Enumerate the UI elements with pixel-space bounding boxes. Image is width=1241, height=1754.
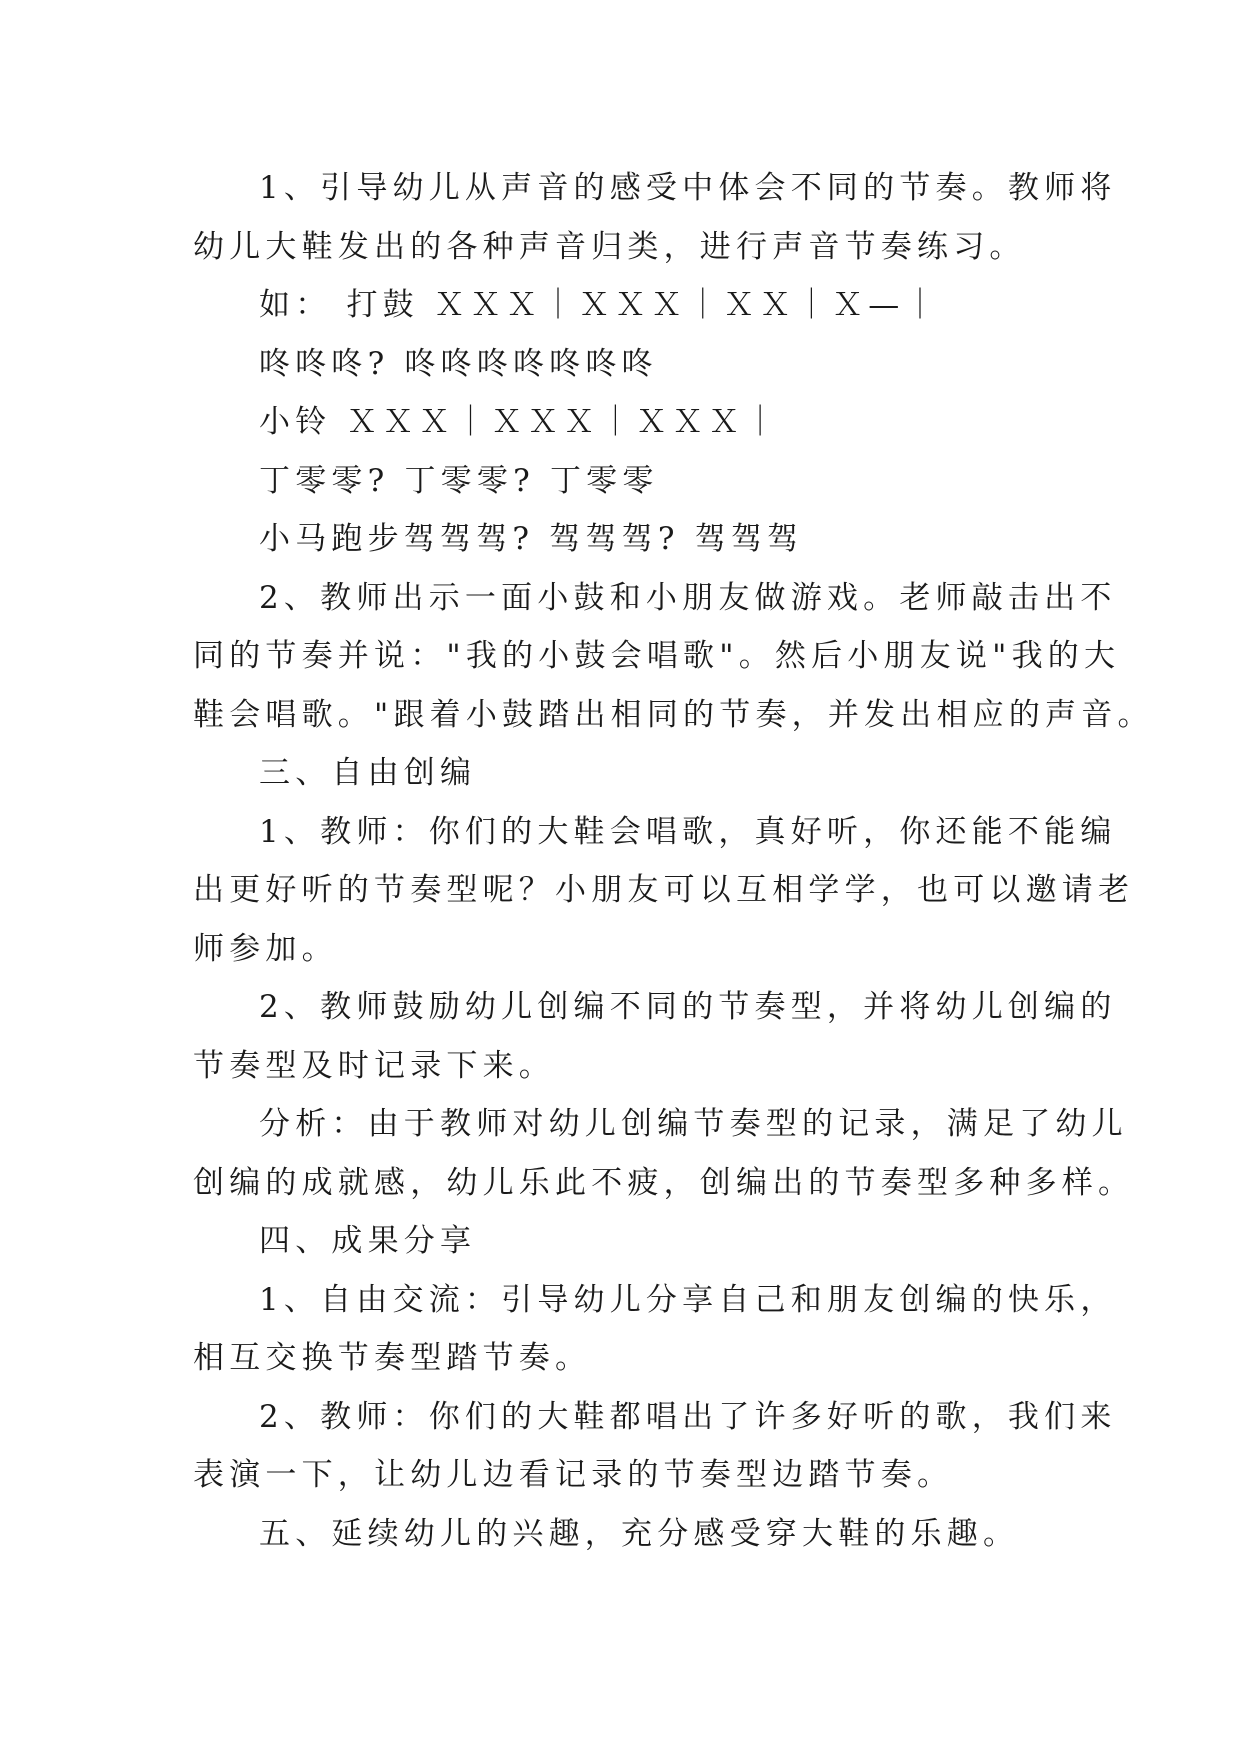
text-line: 创编的成就感，幼儿乐此不疲，创编出的节奏型多种多样。	[193, 1164, 1135, 1201]
text-line: 1、教师：你们的大鞋会唱歌，真好听，你还能不能编	[259, 813, 1117, 850]
text-line: 1、自由交流：引导幼儿分享自己和朋友创编的快乐，	[259, 1281, 1117, 1318]
text-line: 同的节奏并说："我的小鼓会唱歌"。然后小朋友说"我的大	[193, 638, 1121, 674]
text-line: 小马跑步驾驾驾? 驾驾驾? 驾驾驾	[259, 521, 804, 557]
text-line: 2、教师出示一面小鼓和小朋友做游戏。老师敲击出不	[259, 579, 1117, 616]
text-line: 相互交换节奏型踏节奏。	[193, 1340, 592, 1376]
section-heading: 五、延续幼儿的兴趣，充分感受穿大鞋的乐趣。	[259, 1515, 1020, 1552]
text-line: 出更好听的节奏型呢？小朋友可以互相学学，也可以邀请老	[193, 872, 1135, 908]
text-line: 幼儿大鞋发出的各种声音归类，进行声音节奏练习。	[193, 228, 1026, 265]
text-line: 如： 打鼓 ＸＸＸ｜ＸＸＸ｜ＸＸ｜Ｘ—｜	[259, 287, 941, 323]
text-line: 2、教师：你们的大鞋都唱出了许多好听的歌，我们来	[259, 1398, 1117, 1435]
text-line: 节奏型及时记录下来。	[193, 1047, 555, 1084]
text-line: 1、引导幼儿从声音的感受中体会不同的节奏。教师将	[259, 170, 1117, 206]
text-line: 咚咚咚? 咚咚咚咚咚咚咚	[259, 345, 658, 382]
text-line: 分析：由于教师对幼儿创编节奏型的记录，满足了幼儿	[259, 1106, 1128, 1142]
section-heading: 四、成果分享	[259, 1223, 477, 1259]
text-line: 表演一下，让幼儿边看记录的节奏型边踏节奏。	[193, 1457, 954, 1493]
text-line: 丁零零? 丁零零? 丁零零	[259, 462, 659, 499]
text-line: 2、教师鼓励幼儿创编不同的节奏型，并将幼儿创编的	[259, 989, 1117, 1025]
text-line: 鞋会唱歌。"跟着小鼓踏出相同的节奏，并发出相应的声音。	[193, 696, 1154, 733]
document-body	[193, 159, 1154, 1563]
section-heading: 三、自由创编	[259, 755, 477, 791]
text-line: 师参加。	[193, 930, 338, 967]
text-line: 小铃 ＸＸＸ｜ＸＸＸ｜ＸＸＸ｜	[259, 404, 781, 440]
